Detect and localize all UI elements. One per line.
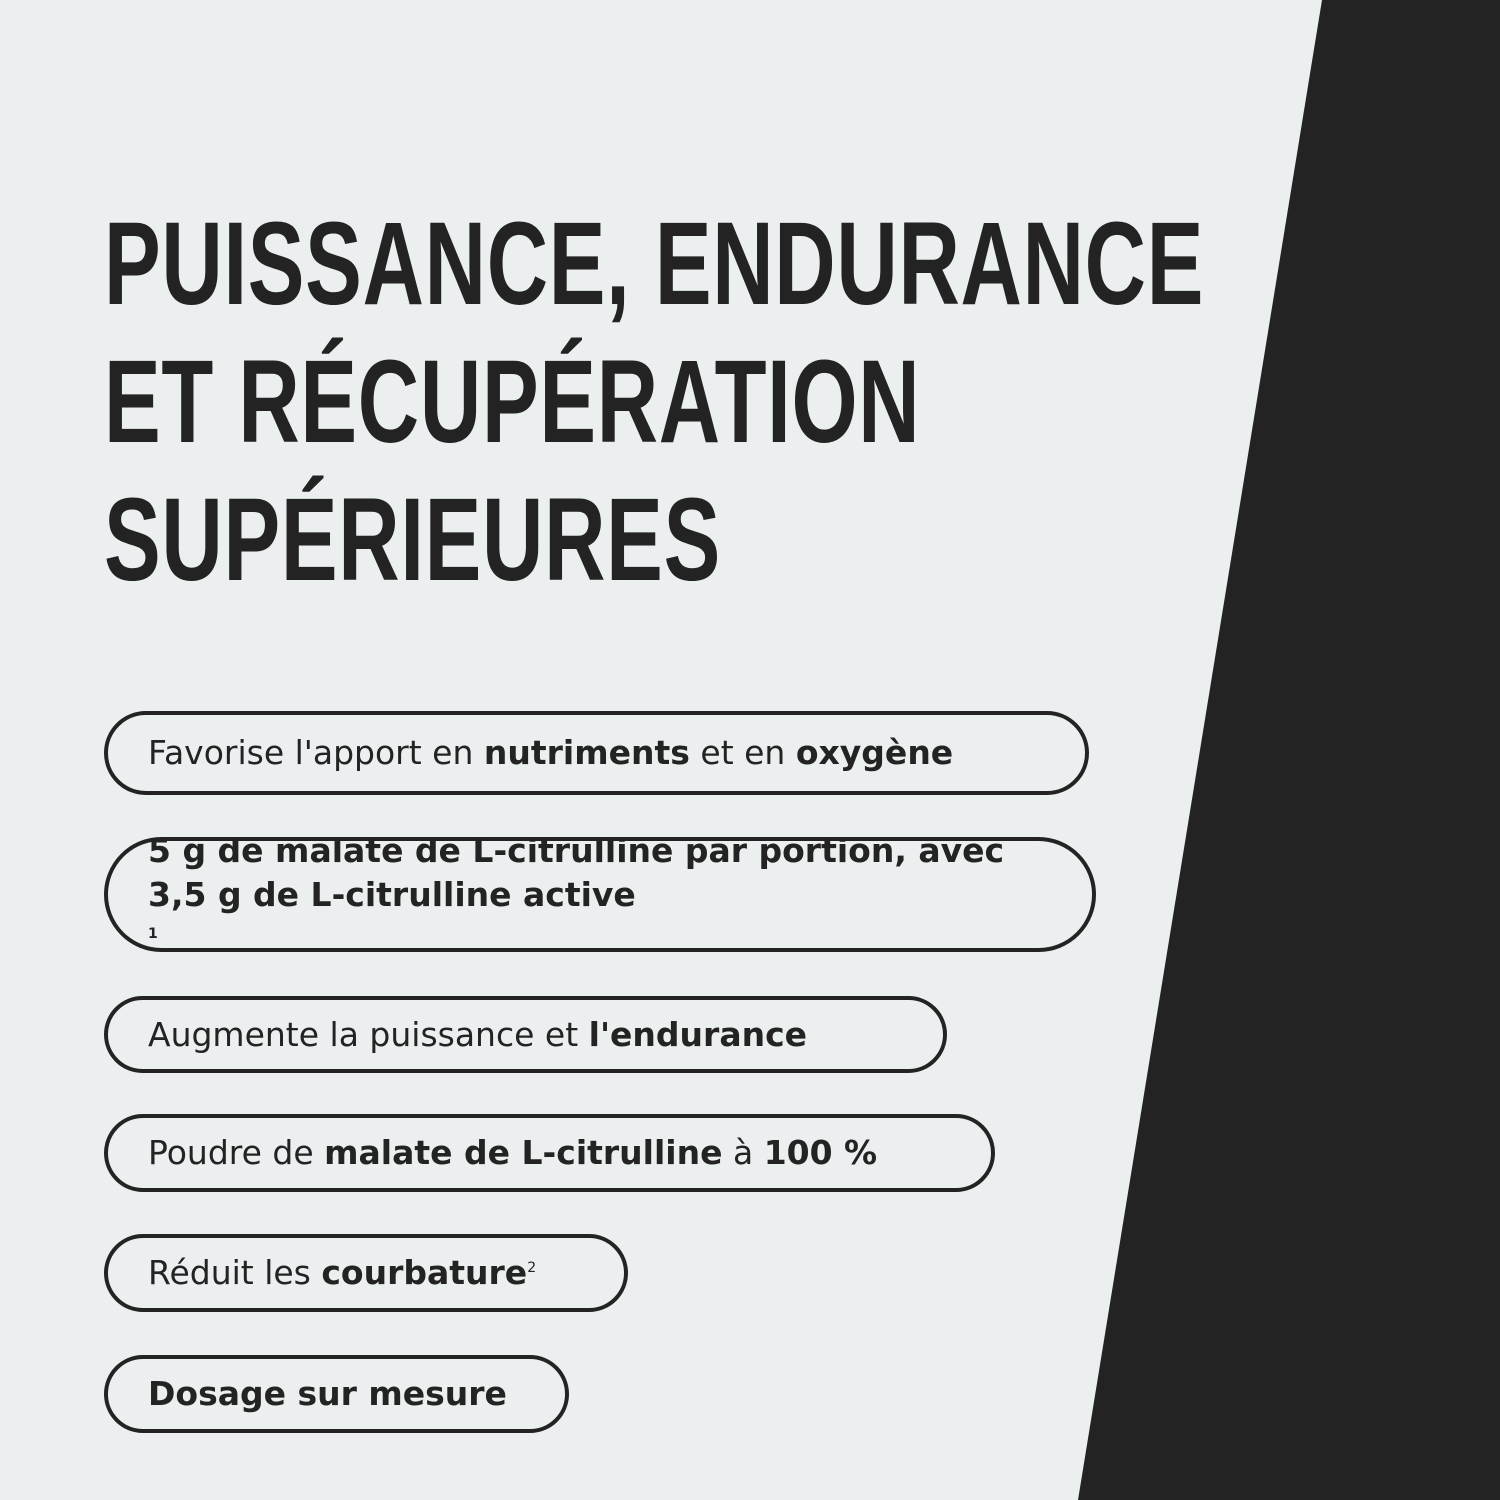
benefit-pill-custom-dosing: [104, 1355, 569, 1433]
benefit-pill-power-endurance: [104, 996, 947, 1073]
benefit-text-bold: l'endurance: [588, 1014, 808, 1054]
benefit-text: [148, 1251, 536, 1295]
benefit-pill-dosage-per-serving: [104, 830, 1096, 952]
benefit-text-regular: et en: [689, 733, 796, 772]
footnote-marker: 2: [527, 1260, 537, 1276]
headline: [104, 195, 1204, 609]
benefit-text-bold: 3,5 g de L-citrulline active: [148, 874, 636, 914]
benefit-text-regular: Poudre de: [148, 1133, 325, 1172]
benefit-text-line-1: 5 g de malate de L-citrulline par portion, avec: [148, 830, 1005, 870]
benefit-pill-soreness: [104, 1234, 628, 1312]
benefit-text: [148, 1131, 877, 1175]
footnote-marker: 1: [148, 925, 158, 942]
benefit-text-regular: Réduit les: [148, 1253, 322, 1292]
benefit-text-bold: courbature: [321, 1253, 528, 1292]
benefit-pill-pure-powder: [104, 1114, 995, 1192]
benefit-text-bold: 100 %: [763, 1133, 878, 1172]
benefit-text-regular: Favorise l'apport en: [148, 733, 484, 772]
headline-line-3: SUPÉRIEURES: [104, 474, 721, 606]
benefit-text-bold: malate de L-citrulline: [324, 1133, 723, 1172]
benefit-text-bold: nutriments: [483, 733, 690, 772]
benefit-text-regular: à: [722, 1133, 764, 1172]
benefit-text-bold: Dosage sur mesure: [148, 1374, 507, 1413]
benefit-text-bold: oxygène: [795, 733, 954, 772]
headline-line-2: ET RÉCUPÉRATION: [104, 336, 921, 468]
benefit-text-line-2: [148, 873, 1004, 961]
benefit-text: [148, 731, 953, 775]
benefit-pill-nutrients: [104, 711, 1089, 795]
benefit-text-regular: Augmente la puissance et: [148, 1014, 589, 1054]
benefit-text: [148, 829, 1004, 961]
headline-line-1: PUISSANCE, ENDURANCE: [104, 198, 1205, 330]
benefit-text: [148, 1013, 807, 1057]
